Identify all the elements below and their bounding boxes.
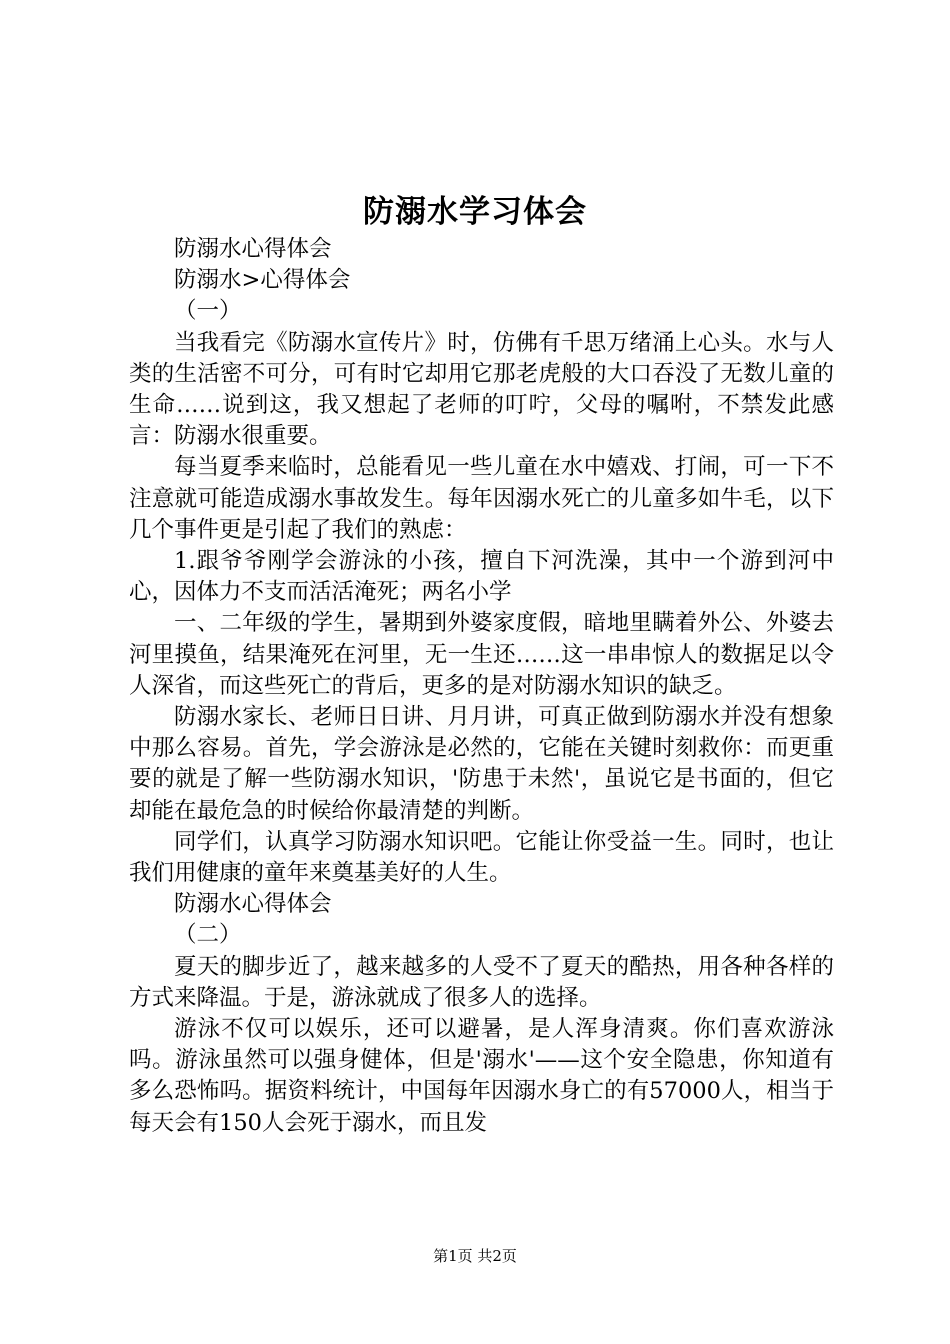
paragraph: 游泳不仅可以娱乐，还可以避暑，是人浑身清爽。你们喜欢游泳吗。游泳虽然可以强身健体，但是'溺水'——这个安全隐患，你知道有多么恐怖吗。据资料统计，中国每年因溺水身亡的有57000人，相当于每天会有150人会死于溺水，而且发: [129, 1016, 834, 1136]
paragraph: （一）: [174, 298, 242, 325]
paragraph: 当我看完《防溺水宣传片》时，仿佛有千思万绪涌上心头。水与人类的生活密不可分，可有时它却用它那老虎般的大口吞没了无数儿童的生命……说到这，我又想起了老师的叮咛，父母的嘱咐，不禁发此感言：防溺水很重要。: [129, 329, 834, 450]
paragraph: 夏天的脚步近了，越来越多的人受不了夏天的酷热，用各种各样的方式来降温。于是，游泳就成了很多人的选择。: [129, 953, 834, 1011]
paragraph: 每当夏季来临时，总能看见一些儿童在水中嬉戏、打闹，可一下不注意就可能造成溺水事故发生。每年因溺水死亡的儿童多如牛毛，以下几个事件更是引起了我们的熟虑：: [129, 454, 834, 543]
paragraph: （二）: [174, 922, 242, 949]
paragraph: 同学们，认真学习防溺水知识吧。它能让你受益一生。同时，也让我们用健康的童年来奠基美好的人生。: [129, 828, 834, 887]
paragraph: 防溺水心得体会: [174, 236, 332, 262]
paragraph: 一、二年级的学生，暑期到外婆家度假，暗地里瞒着外公、外婆去河里摸鱼，结果淹死在河里，无一生还……这一串串惊人的数据足以令人深省，而这些死亡的背后，更多的是对防溺水知识的缺乏。: [129, 610, 834, 699]
page-footer: 第1页 共2页: [433, 1247, 517, 1265]
paragraph: 防溺水>心得体会: [174, 267, 351, 294]
paragraph: 1.跟爷爷刚学会游泳的小孩，擅自下河洗澡，其中一个游到河中心，因体力不支而活活淹死；两名小学: [129, 548, 834, 606]
paragraph: 防溺水家长、老师日日讲、月月讲，可真正做到防溺水并没有想象中那么容易。首先，学会游泳是必然的，它能在关键时刻救你：而更重要的就是了解一些防溺水知识，'防患于未然'，虽说它是书面的，但它却能在最危急的时候给你最清楚的判断。: [129, 704, 834, 824]
paragraph: 防溺水心得体会: [174, 891, 332, 918]
page-title: 防溺水学习体会: [363, 194, 587, 230]
document-body: [129, 234, 834, 1139]
